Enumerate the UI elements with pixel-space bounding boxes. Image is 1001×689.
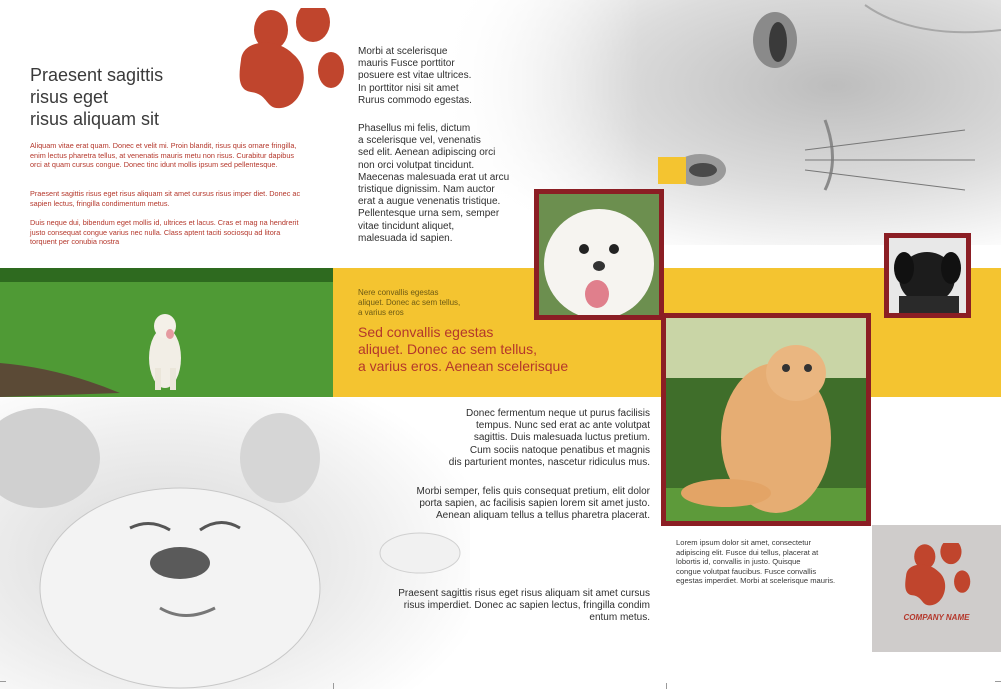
black-puppy-photo: [884, 233, 971, 318]
text-line: lobortis id, convallis in justo. Quisque: [676, 557, 801, 567]
crop-mark: [333, 683, 334, 689]
text-line: aliquet. Donec ac sem tellus,: [358, 341, 537, 357]
company-box: [872, 525, 1001, 652]
text-line: Maecenas malesuada erat ut arcu: [358, 171, 510, 183]
text-line: Cum sociis natoque penatibus et magnis: [469, 444, 650, 456]
text-line: Phasellus mi felis, dictum: [358, 123, 471, 134]
text-line: vitae tincidunt aliquet,: [358, 220, 455, 232]
text-line: Morbi at scelerisque: [358, 46, 448, 57]
text-line: adipiscing elit. Fusce dui tellus, placerat at: [676, 547, 819, 557]
text-line: Morbi semper, felis quis consequat pretium, elit dolor: [416, 486, 650, 497]
lower-paragraph-3: [370, 588, 650, 625]
text-line: mauris Fusce porttitor: [358, 58, 455, 70]
text-line: risus imperdiet. Donec ac sapien lectus, fringilla condim: [403, 600, 650, 612]
text-line: sed elit. Aenean adipiscing orci: [358, 147, 496, 159]
yellow-square-accent: [658, 157, 686, 184]
lower-paragraph-1: [370, 408, 650, 469]
band-lead-text: [358, 324, 648, 375]
text-line: posuere est vitae ultrices.: [358, 70, 472, 82]
text-line: porta sapien, ac facilisis sapien lorem sit amet justo.: [419, 498, 650, 510]
headline-line: risus aliquam sit: [30, 109, 160, 129]
text-line: a varius eros. Aenean scelerisque: [358, 358, 569, 374]
intro-paragraph: Duis neque dui, bibendum eget mollis id, ultrices et lacus. Cras et mag na hendrerit justo consequat congue varius nec nulla. Class aptent taciti sociosqu ad litora torquent per conubia nostra: [30, 218, 299, 247]
headline-line: risus eget: [30, 87, 109, 107]
center-paragraph-1: [358, 46, 538, 107]
text-line: Praesent sagittis risus eget risus aliquam sit amet cursus: [398, 588, 650, 599]
text-line: aliquet. Donec ac sem tellus,: [358, 298, 461, 307]
text-line: In porttitor nisi sit amet: [358, 82, 459, 94]
text-line: non orci volutpat tincidunt.: [358, 159, 475, 171]
text-line: erat a augue venenatis tristique.: [358, 196, 501, 208]
crop-mark: [0, 681, 6, 682]
text-line: Rurus commodo egestas.: [358, 94, 472, 106]
text-line: Donec fermentum neque ut purus facilisis: [466, 408, 650, 419]
text-line: dis parturient montes, nascetur ridiculus mus.: [448, 456, 650, 468]
text-line: a scelerisque vel, venenatis: [358, 135, 481, 147]
paw-print-icon: [233, 8, 345, 114]
text-line: congue volutpat faucibus. Fusce convallis: [676, 566, 817, 576]
text-line: Pellentesque urna sem, semper: [358, 208, 500, 220]
intro-paragraph: Praesent sagittis risus eget risus aliquam sit amet cursus risus imper diet. Donec ac sapien lectus, fringilla condimentum metus.: [30, 189, 301, 208]
text-line: entum metus.: [589, 612, 650, 624]
text-line: Sed convallis egestas: [358, 324, 494, 340]
text-line: a varius eros: [358, 308, 404, 317]
company-paw-logo-icon: [896, 543, 976, 609]
text-line: egestas imperdiet. Morbi at scelerisque mauris.: [676, 576, 836, 586]
text-line: Aenean aliquam tellus a tellus pharetra placerat.: [435, 510, 650, 522]
text-line: Lorem ipsum dolor sit amet, consectetur: [676, 538, 812, 547]
intro-paragraph: Aliquam vitae erat quam. Donec et velit mi. Proin blandit, risus quis ornare fringilla, enim lectus pharetra tellus, at venenatis mauris metu non risus. Curabitur dapibus orci at quam cursus congue. Donec tinc idunt mollis ipsum sed pellentesque.: [30, 141, 297, 170]
text-line: Nere convallis egestas: [358, 288, 439, 297]
text-line: tempus. Nunc sed erat ac ante volutpat: [476, 420, 650, 432]
company-name: COMPANY NAME: [903, 613, 970, 622]
company-blurb: [676, 538, 861, 586]
dog-on-grass-photo: [0, 268, 333, 397]
crop-mark: [995, 681, 1001, 682]
center-paragraph-2: [358, 123, 543, 245]
text-line: sagittis. Duis malesuada luctus pretium.: [473, 432, 650, 444]
white-puppy-photo: [534, 189, 664, 320]
headline-line: Praesent sagittis: [30, 65, 164, 85]
text-line: malesuada id sapien.: [358, 232, 453, 244]
lower-paragraph-2: [370, 486, 650, 523]
crop-mark: [666, 683, 667, 689]
band-small-text: [358, 288, 528, 318]
headline: [30, 64, 230, 130]
text-line: tristique dignissim. Nam auctor: [358, 184, 495, 196]
orange-cat-photo: [661, 313, 871, 526]
